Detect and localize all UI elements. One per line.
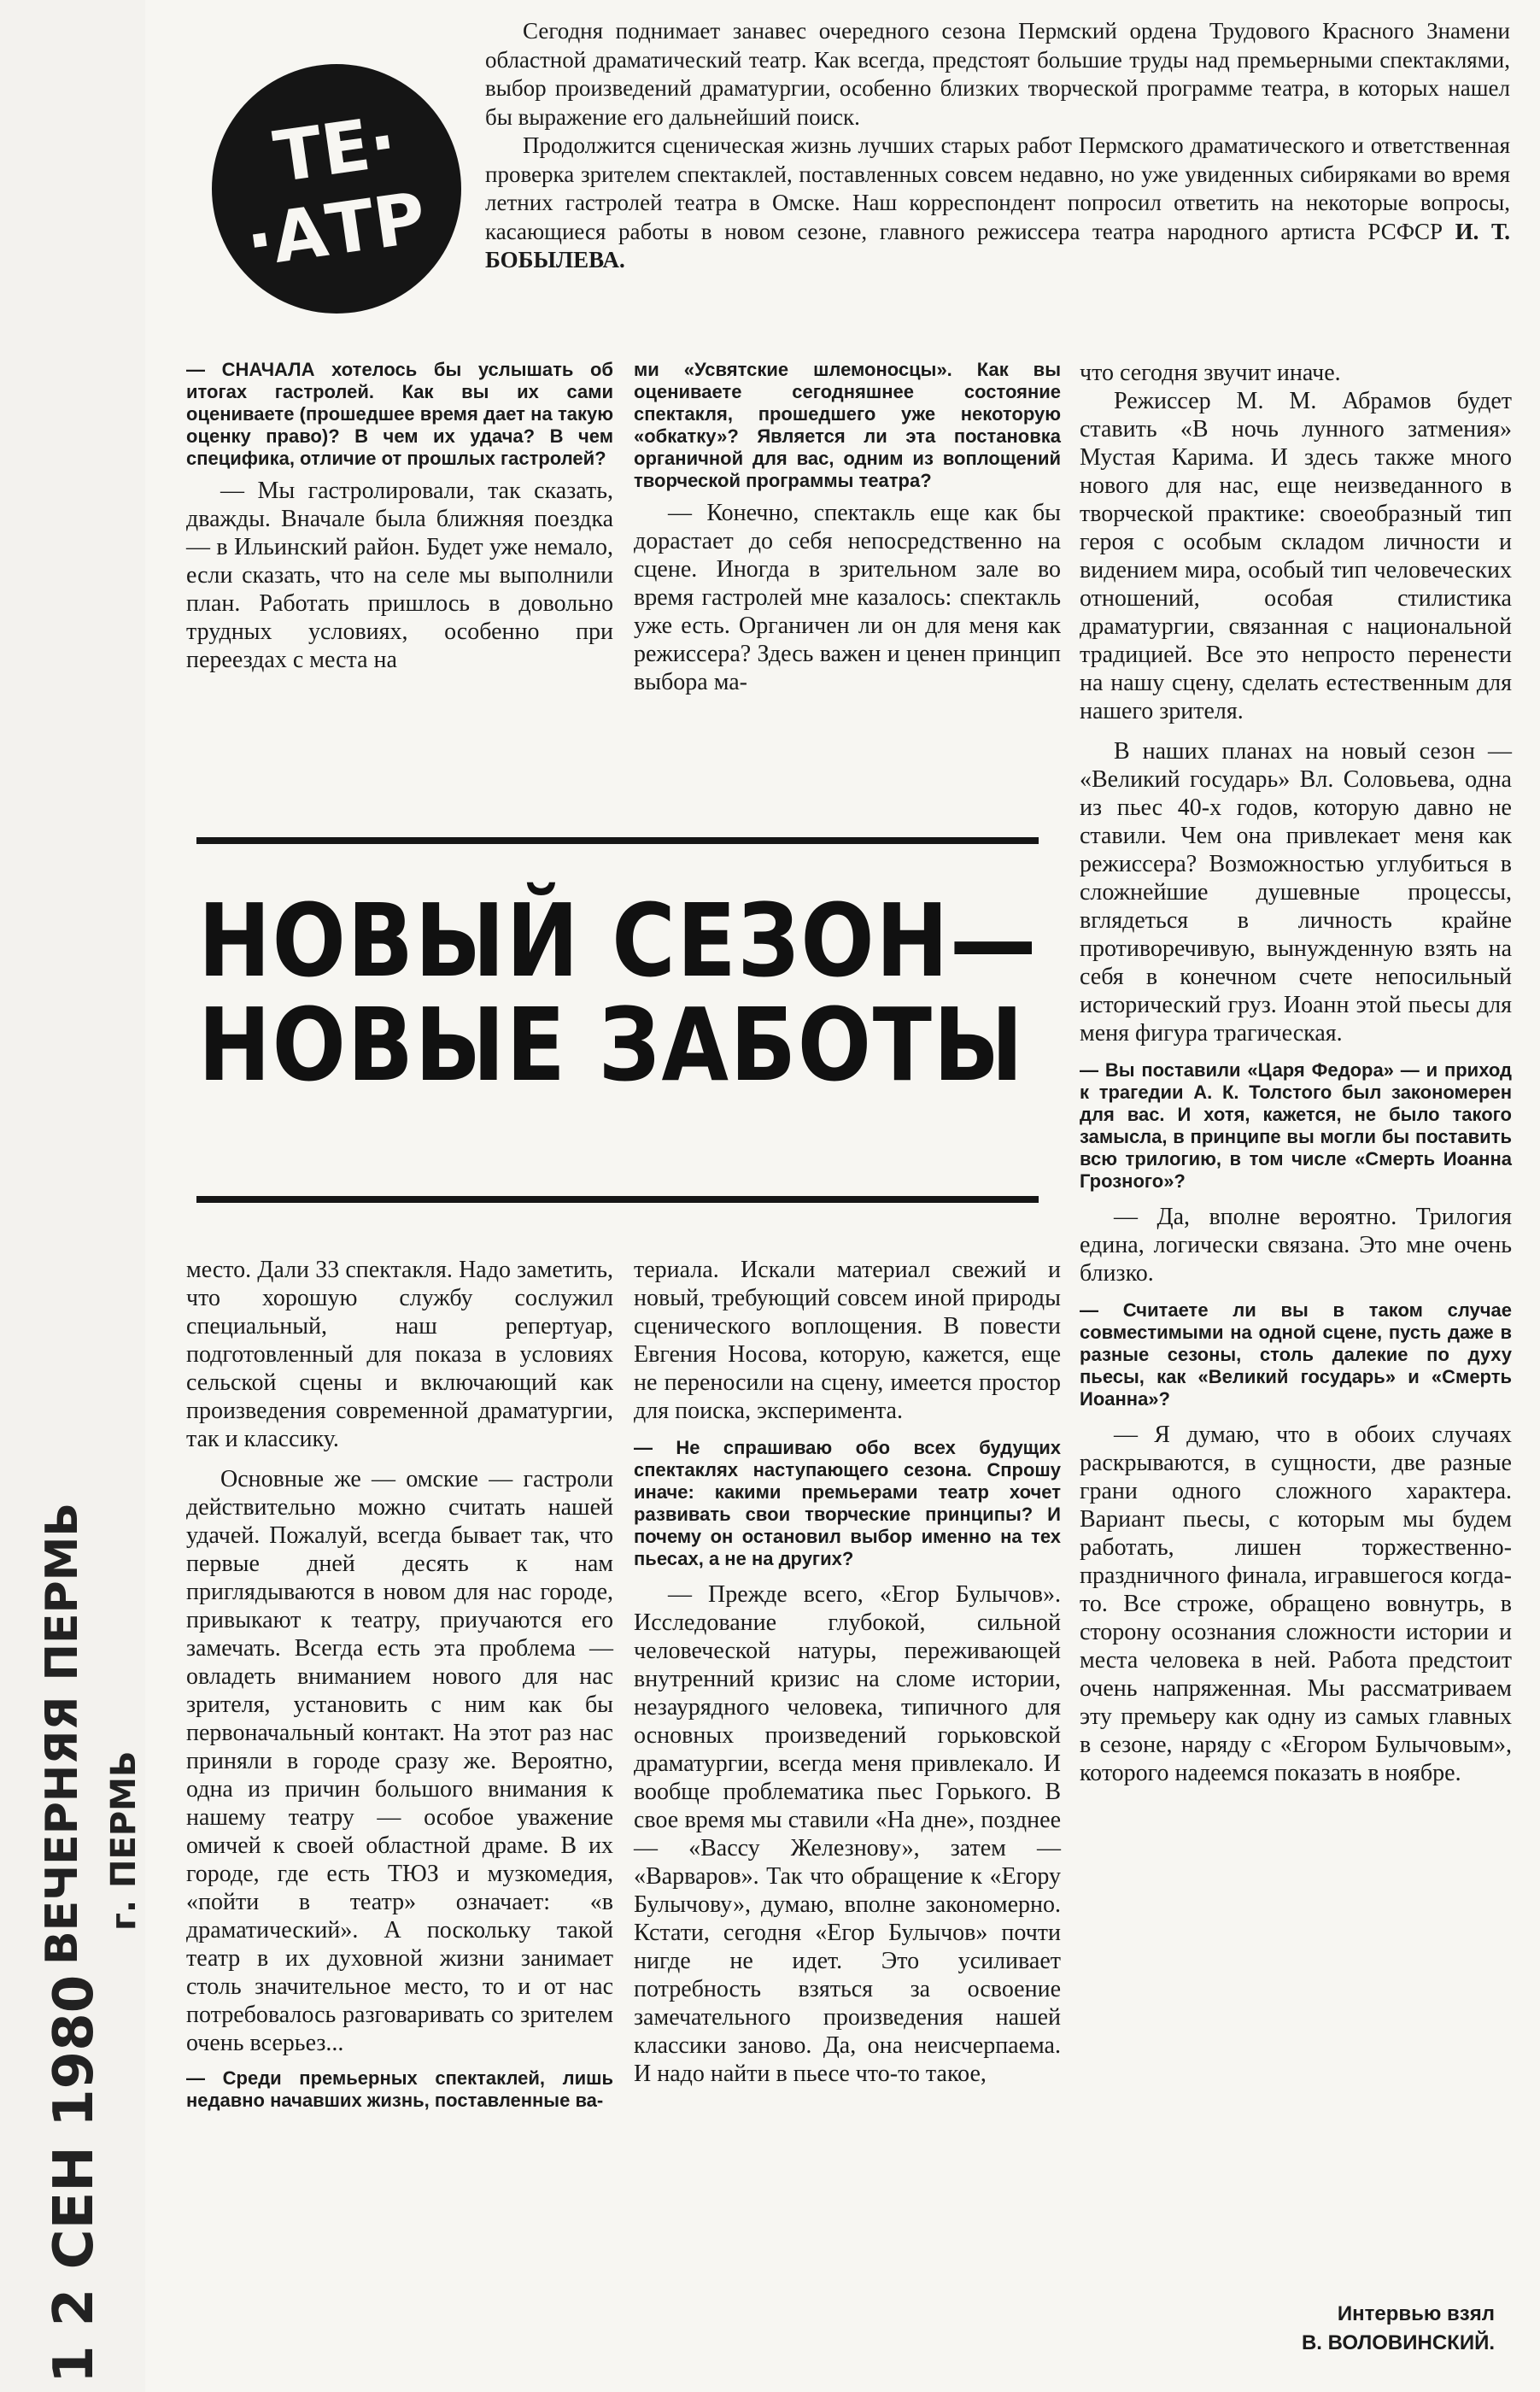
stamp-date: 1 2 СЕН 1980	[43, 1974, 106, 2383]
intro-paragraph-2-text: Продолжится сценическая жизнь лучших старых работ Пермского драматического и ответственная проверка зрителем спектаклей, поставленных совсем недавно, но уже увиденных сибиряками во время летних гастролей театра в Омске. Наш корреспондент попросил ответить на некоторые вопросы, касающиеся работы в новом сезоне, главного режиссера театра народного артиста РСФСР	[485, 132, 1510, 244]
logo-line-2: ·АТР	[241, 177, 431, 284]
signature-line-1: Интервью взял	[1337, 2302, 1495, 2325]
intro-paragraph-1: Сегодня поднимает занавес очередного сезона Пермский ордена Трудового Красного Знамени областной драматический театр. Как всегда, предстоят большие труды над премьерными спектаклями, выбор произведений драматургии, особенно близких творческой программе театра, в которых нашел бы выражение его дальнейший поиск.	[485, 18, 1510, 130]
column-1-top	[186, 359, 613, 674]
col3-answer-2: — Я думаю, что в обоих случаях раскрываются, в сущности, две разные грани одного сложного характера. Вариант пьесы, с которым мы будем работать, лишен торжественно-праздничного финала, игравшегося когда-то. Все строже, обращено вовнутрь, в сторону осознания сложности истории и места человека в ней. Работа предстоит очень напряженная. Мы рассматриваем эту премьеру как одну из самых главных в сезоне, наряду с «Егором Булычовым», которого надеемся показать в ноябре.	[1080, 1422, 1512, 1786]
answer-2	[634, 499, 1061, 696]
logo-line-1: ТЕ·	[269, 101, 402, 199]
col1-bottom-paragraph-2: Основные же — омские — гастроли действительно можно считать нашей удачей. Пожалуй, всегда бывает так, что первые дней десять к нам приглядываются в новом для нас городе, привыкают к театру, приучаются его замечать. Всегда есть эта проблема — овладеть вниманием нового для нас зрителя, установить с ним как бы первоначальный контакт. На этот раз нас приняли в городе сразу же. Вероятно, одна из причин большого внимания к нашему театру — особое уважение омичей к своей областной драме. В их городе, где есть ТЮЗ и музкомедия, «пойти в театр» означает: «в драматический». А поскольку такой театр в их духовной жизни занимает столь значительное место, то и от нас потребовалось разговаривать со зрителем очень всерьез...	[186, 1466, 613, 2056]
column-1-bottom-body	[186, 1256, 613, 2057]
question-1: — СНАЧАЛА хотелось бы услышать об итогах гастролей. Как вы их сами оцениваете (прошедшее время дает на такую оценку право)? В чем их удача? В чем специфика, отличие от прошлых гастролей?	[186, 359, 613, 469]
column-2-top	[634, 359, 1061, 696]
column-2-bottom-body-a	[634, 1256, 1061, 1425]
col3-question-1: — Вы поставили «Царя Федора» — и приход к трагедии А. К. Толстого был закономерен для вас. И хотя, кажется, не было такого замысла, в принципе вы могли бы поставить всю трилогию, в том числе «Смерть Иоанна Грозного»?	[1080, 1059, 1512, 1192]
article-headline	[198, 882, 1039, 1104]
column-2-bottom	[634, 1256, 1061, 2088]
intro-signature: И. Т. БОБЫЛЕВА.	[485, 218, 1511, 273]
col3-paragraph-3: В наших планах на новый сезон — «Великий государь» Вл. Соловьева, одна из пьес 40-х годов, которую давно не ставили. Чем она привлекает меня как режиссера? Возможностью углубиться в сложнейшие душевные процессы, вглядеться в личность крайне противоречивую, вынужденную взять на себя в конечном счете непосильный исторический груз. Иоанн этой пьесы для меня фигура трагическая.	[1080, 738, 1512, 1046]
interview-signature	[1213, 2300, 1495, 2358]
theatre-logo	[212, 64, 461, 314]
answer-1-text: — Мы гастролировали, так сказать, дважды. Вначале была ближняя поездка — в Ильинский район. Будет уже немало, если сказать, что на селе мы выполнили план. Работать пришлось в довольно трудных условиях, особенно при переездах с места на	[186, 478, 613, 673]
col3-paragraph-2: Режиссер М. М. Абрамов будет ставить «В ночь лунного затмения» Мустая Карима. И здесь также много нового для нас, еще неизведанного в творческой практике: своеобразный тип героя с особым складом личности и видением мира, особый тип человеческих отношений, особая стилистика драматургии, связанная с национальной традицией. Все это непросто перенести на нашу сцену, сделать естественным для нашего зрителя.	[1080, 388, 1512, 724]
col3-answer-1: — Да, вполне вероятно. Трилогия едина, логически связана. Это мне очень близко.	[1080, 1204, 1512, 1287]
stamp-city: г. ПЕРМЬ	[104, 1750, 143, 1931]
col2-bottom-answer: — Прежде всего, «Егор Булычов». Исследование глубокой, сильной человеческой натуры, переживающей внутренний кризис на сломе истории, незаурядного человека, типичного для основных произведений горьковской драматургии, всегда меня привлекало. И вообще проблематика пьес Горького. В свое время мы ставили «На дне», позднее — «Вассу Железнову», затем — «Варваров». Так что обращение к «Егору Булычову», думаю, вполне закономерно. Кстати, сегодня «Егор Булычов» почти нигде не идет. Это усиливает потребность взяться за освоение замечательного произведения нашей классики заново. Да, она неисчерпаема. И надо найти в пьесе что-то такое,	[634, 1581, 1061, 2087]
answer-1-start	[186, 477, 613, 674]
col2-bottom-question: — Не спрашиваю обо всех будущих спектаклях наступающего сезона. Спрошу иначе: какими премьерами театр хочет развивать свои творческие принципы? И почему он остановил выбор именно на тех пьесах, а не на других?	[634, 1437, 1061, 1569]
signature-line-2: В. ВОЛОВИНСКИЙ.	[1301, 2331, 1495, 2354]
column-3-body-a	[1080, 359, 1512, 1047]
intro-lead	[485, 17, 1510, 275]
headline-line-2: НОВЫЕ ЗАБОТЫ	[198, 986, 1025, 1104]
column-1-bottom	[186, 1256, 613, 2112]
headline-rule-top	[196, 837, 1039, 844]
newspaper-date-stamp	[7, 1333, 178, 2392]
stamp-newspaper-name: ВЕЧЕРНЯЯ ПЕРМЬ	[37, 1502, 88, 1965]
question-2-continued: ми «Усвятские шлемоносцы». Как вы оцениваете сегодняшнее состояние спектакля, прошедшего уже некоторую «обкатку»? Является ли эта постановка органичной для вас, одним из воплощений творческой программы театра?	[634, 359, 1061, 491]
col1-bottom-paragraph-1: место. Дали 33 спектакля. Надо заметить, что хорошую службу сослужил специальный, наш репертуар, подготовленный для показа в условиях сельской сцены и включающий как произведения современной драматургии, так и классику.	[186, 1257, 613, 1452]
headline-line-1: НОВЫЙ СЕЗОН—	[198, 882, 1039, 1000]
answer-2-text: — Конечно, спектакль еще как бы дорастает до себя непосредственно на сцене. Иногда в зрительном зале во время гастролей мне казалось: спектакль уже есть. Органичен ли он для меня как режиссера? Здесь важен и ценен принцип выбора ма-	[634, 500, 1061, 695]
col2-bottom-paragraph-1: териала. Искали материал свежий и новый, требующий совсем иной природы сценического воплощения. В повести Евгения Носова, которую, кажется, еще не переносили на сцену, имеется простор для поиска, эксперимента.	[634, 1257, 1061, 1424]
col3-paragraph-1: что сегодня звучит иначе.	[1080, 360, 1341, 386]
col1-bottom-question: — Среди премьерных спектаклей, лишь недавно начавших жизнь, поставленные ва-	[186, 2067, 613, 2111]
column-2-bottom-body-b	[634, 1580, 1061, 2088]
intro-paragraph-2	[485, 132, 1510, 275]
column-3	[1080, 359, 1512, 1787]
column-3-body-b	[1080, 1203, 1512, 1287]
column-3-body-c	[1080, 1421, 1512, 1787]
headline-rule-bottom	[196, 1196, 1039, 1203]
col3-question-2: — Считаете ли вы в таком случае совместимыми на одной сцене, пусть даже в разные сезоны, столь далекие по духу пьесы, как «Великий государь» и «Смерть Иоанна»?	[1080, 1299, 1512, 1410]
